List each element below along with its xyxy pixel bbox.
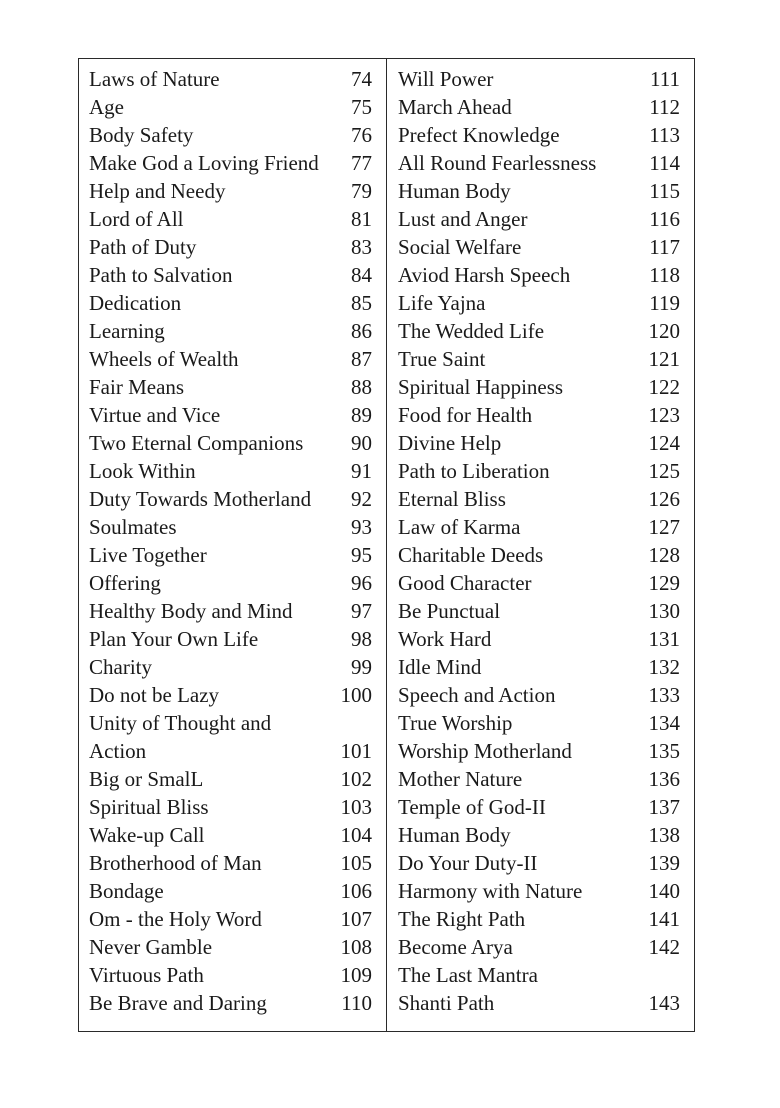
toc-entry — [89, 373, 372, 401]
toc-entry — [398, 485, 680, 513]
toc-entry — [398, 429, 680, 457]
toc-entry — [398, 317, 680, 345]
toc-entry — [398, 233, 680, 261]
toc-entry — [89, 65, 372, 93]
toc-entry-page-number: 75 — [351, 95, 372, 119]
toc-entry — [89, 653, 372, 681]
toc-entry-page-number: 74 — [351, 67, 372, 91]
toc-entry-title: Spiritual Happiness — [398, 375, 564, 399]
toc-entry-page-number: 116 — [649, 207, 680, 231]
toc-entry-title: Bondage — [89, 879, 164, 903]
toc-entry-page-number: 117 — [649, 235, 680, 259]
toc-entry — [398, 345, 680, 373]
toc-entry-title: Be Punctual — [398, 599, 501, 623]
toc-entry-title: Wheels of Wealth — [89, 347, 239, 371]
toc-entry — [89, 345, 372, 373]
toc-entry-title: Help and Needy — [89, 179, 226, 203]
toc-entry-title: Lord of All — [89, 207, 184, 231]
toc-entry-title: Unity of Thought and — [89, 711, 272, 735]
toc-entry — [398, 709, 680, 737]
toc-entry — [398, 121, 680, 149]
toc-entry-title: Become Arya — [398, 935, 513, 959]
toc-entry-page-number: 142 — [648, 935, 680, 959]
toc-entry — [398, 821, 680, 849]
toc-entry-page-number: 128 — [648, 543, 680, 567]
toc-entry-title: Divine Help — [398, 431, 502, 455]
toc-entry-page-number: 126 — [648, 487, 680, 511]
toc-entry-page-number: 130 — [648, 599, 680, 623]
toc-entry-page-number: 129 — [648, 571, 680, 595]
toc-entry — [89, 429, 372, 457]
toc-entry-page-number: 106 — [340, 879, 372, 903]
toc-entry — [398, 65, 680, 93]
toc-entry — [398, 93, 680, 121]
toc-entry-title: Good Character — [398, 571, 532, 595]
toc-entry — [398, 177, 680, 205]
toc-entry-title: Soulmates — [89, 515, 177, 539]
toc-entry-page-number: 85 — [351, 291, 372, 315]
toc-entry — [89, 205, 372, 233]
toc-entry — [89, 989, 372, 1017]
toc-entry — [398, 149, 680, 177]
toc-entry-title: Offering — [89, 571, 161, 595]
toc-entry-title: Social Welfare — [398, 235, 522, 259]
toc-entry-title: Look Within — [89, 459, 196, 483]
toc-entry-page-number: 87 — [351, 347, 372, 371]
toc-entry — [398, 849, 680, 877]
toc-entry-title: Age — [89, 95, 124, 119]
toc-entry-page-number: 114 — [649, 151, 680, 175]
toc-entry-title: Laws of Nature — [89, 67, 220, 91]
toc-entry-title: Om - the Holy Word — [89, 907, 262, 931]
toc-entry-title: Eternal Bliss — [398, 487, 506, 511]
toc-entry — [89, 261, 372, 289]
toc-entry — [398, 401, 680, 429]
toc-entry-title: The Right Path — [398, 907, 526, 931]
toc-entry-page-number: 119 — [649, 291, 680, 315]
toc-entry — [89, 737, 372, 765]
toc-entry-page-number: 121 — [648, 347, 680, 371]
toc-entry-title: Human Body — [398, 179, 511, 203]
toc-entry-title: Speech and Action — [398, 683, 556, 707]
toc-entry-title: Spiritual Bliss — [89, 795, 209, 819]
toc-entry-page-number: 131 — [648, 627, 680, 651]
toc-entry-page-number: 91 — [351, 459, 372, 483]
toc-entry-page-number: 140 — [648, 879, 680, 903]
toc-entry — [89, 625, 372, 653]
toc-entry-title: Path to Salvation — [89, 263, 233, 287]
toc-entry-title: Law of Karma — [398, 515, 521, 539]
toc-entry-page-number: 143 — [648, 991, 680, 1015]
toc-entry-page-number: 100 — [340, 683, 372, 707]
toc-entry — [89, 681, 372, 709]
toc-entry — [89, 877, 372, 905]
toc-entry-page-number: 134 — [648, 711, 680, 735]
toc-entry-title: Body Safety — [89, 123, 194, 147]
toc-entry-page-number: 122 — [648, 375, 680, 399]
toc-entry-title: Charity — [89, 655, 152, 679]
toc-entry-title: All Round Fearlessness — [398, 151, 597, 175]
toc-entry-title: Action — [89, 739, 147, 763]
toc-entry — [89, 765, 372, 793]
toc-entry — [89, 401, 372, 429]
toc-entry-page-number: 137 — [648, 795, 680, 819]
toc-entry — [89, 597, 372, 625]
toc-entry — [89, 121, 372, 149]
table-of-contents — [78, 58, 695, 1032]
toc-entry — [398, 625, 680, 653]
toc-entry-title: Work Hard — [398, 627, 492, 651]
toc-entry-page-number: 107 — [340, 907, 372, 931]
toc-entry — [398, 933, 680, 961]
toc-entry — [398, 541, 680, 569]
toc-entry-title: Virtuous Path — [89, 963, 204, 987]
toc-entry-page-number: 139 — [648, 851, 680, 875]
toc-entry — [89, 177, 372, 205]
toc-entry-title: Never Gamble — [89, 935, 213, 959]
toc-entry-page-number: 92 — [351, 487, 372, 511]
toc-entry-page-number: 76 — [351, 123, 372, 147]
toc-entry — [398, 261, 680, 289]
toc-entry-page-number: 132 — [648, 655, 680, 679]
toc-entry-title: The Wedded Life — [398, 319, 545, 343]
toc-entry-page-number: 135 — [648, 739, 680, 763]
toc-entry-page-number: 96 — [351, 571, 372, 595]
toc-entry — [89, 933, 372, 961]
toc-entry-page-number: 124 — [648, 431, 680, 455]
toc-entry-title: Path of Duty — [89, 235, 197, 259]
toc-entry-title: Aviod Harsh Speech — [398, 263, 571, 287]
toc-entry — [398, 373, 680, 401]
toc-entry — [89, 905, 372, 933]
toc-entry-page-number: 83 — [351, 235, 372, 259]
toc-entry-page-number: 123 — [648, 403, 680, 427]
toc-entry-title: Human Body — [398, 823, 511, 847]
toc-entry-title: Big or SmalL — [89, 767, 204, 791]
toc-entry-title: Mother Nature — [398, 767, 523, 791]
toc-entry-title: Worship Motherland — [398, 739, 572, 763]
toc-entry-title: Lust and Anger — [398, 207, 528, 231]
toc-entry-page-number: 93 — [351, 515, 372, 539]
toc-entry-title: Life Yajna — [398, 291, 486, 315]
toc-entry — [89, 541, 372, 569]
toc-entry — [89, 821, 372, 849]
toc-entry-page-number: 138 — [648, 823, 680, 847]
toc-entry — [89, 289, 372, 317]
toc-entry — [89, 457, 372, 485]
toc-entry — [89, 569, 372, 597]
toc-entry-page-number: 86 — [351, 319, 372, 343]
toc-entry-title: Be Brave and Daring — [89, 991, 267, 1015]
toc-entry-page-number: 109 — [340, 963, 372, 987]
toc-entry-title: The Last Mantra — [398, 963, 538, 987]
toc-entry — [89, 793, 372, 821]
toc-entry-title: Harmony with Nature — [398, 879, 583, 903]
toc-entry-title: Food for Health — [398, 403, 533, 427]
toc-entry-page-number: 99 — [351, 655, 372, 679]
toc-entry — [398, 457, 680, 485]
toc-entry — [398, 989, 680, 1017]
toc-entry-page-number: 127 — [648, 515, 680, 539]
toc-entry-title: Plan Your Own Life — [89, 627, 259, 651]
toc-entry-title: Duty Towards Motherland — [89, 487, 312, 511]
toc-entry-title: Do not be Lazy — [89, 683, 220, 707]
toc-entry — [89, 849, 372, 877]
toc-entry-page-number: 136 — [648, 767, 680, 791]
toc-entry-title: Wake-up Call — [89, 823, 205, 847]
toc-entry-page-number: 81 — [351, 207, 372, 231]
toc-entry — [89, 485, 372, 513]
toc-left-column — [79, 59, 387, 1031]
toc-entry-title: March Ahead — [398, 95, 512, 119]
toc-entry — [398, 961, 680, 989]
toc-entry-title: Dedication — [89, 291, 182, 315]
toc-entry-title: Temple of God-II — [398, 795, 546, 819]
toc-entry-title: True Saint — [398, 347, 486, 371]
toc-entry-title: Path to Liberation — [398, 459, 550, 483]
toc-entry-title: Shanti Path — [398, 991, 495, 1015]
toc-entry-page-number: 120 — [648, 319, 680, 343]
toc-entry-page-number: 90 — [351, 431, 372, 455]
toc-entry-page-number: 95 — [351, 543, 372, 567]
toc-entry-page-number: 77 — [351, 151, 372, 175]
toc-entry — [398, 513, 680, 541]
toc-entry-page-number: 103 — [340, 795, 372, 819]
toc-entry-page-number: 133 — [648, 683, 680, 707]
toc-entry-title: Two Eternal Companions — [89, 431, 304, 455]
toc-entry-page-number: 105 — [340, 851, 372, 875]
toc-entry — [89, 513, 372, 541]
toc-entry-page-number: 113 — [649, 123, 680, 147]
toc-entry — [89, 233, 372, 261]
toc-entry-title: Learning — [89, 319, 165, 343]
toc-entry-title: Brotherhood of Man — [89, 851, 262, 875]
toc-right-column — [387, 59, 694, 1031]
toc-entry-title: Charitable Deeds — [398, 543, 544, 567]
toc-entry — [89, 317, 372, 345]
toc-entry-title: Idle Mind — [398, 655, 482, 679]
toc-entry-page-number: 97 — [351, 599, 372, 623]
toc-entry-title: Virtue and Vice — [89, 403, 221, 427]
toc-entry — [398, 205, 680, 233]
toc-entry-page-number: 108 — [340, 935, 372, 959]
toc-entry — [398, 289, 680, 317]
toc-entry-page-number: 110 — [341, 991, 372, 1015]
toc-entry — [89, 961, 372, 989]
toc-entry — [398, 653, 680, 681]
toc-entry — [398, 793, 680, 821]
toc-entry-title: Do Your Duty-II — [398, 851, 538, 875]
toc-entry-title: True Worship — [398, 711, 513, 735]
toc-entry-title: Prefect Knowledge — [398, 123, 560, 147]
toc-entry — [398, 905, 680, 933]
toc-entry-page-number: 79 — [351, 179, 372, 203]
toc-entry-title: Make God a Loving Friend — [89, 151, 319, 175]
toc-entry-title: Will Power — [398, 67, 494, 91]
toc-entry-page-number: 111 — [650, 67, 680, 91]
toc-entry-page-number: 112 — [649, 95, 680, 119]
toc-entry-page-number: 125 — [648, 459, 680, 483]
toc-entry — [89, 149, 372, 177]
toc-entry-page-number: 102 — [340, 767, 372, 791]
toc-entry-page-number: 118 — [649, 263, 680, 287]
toc-entry — [398, 737, 680, 765]
toc-entry — [89, 93, 372, 121]
toc-entry-title: Healthy Body and Mind — [89, 599, 293, 623]
toc-entry-page-number: 88 — [351, 375, 372, 399]
toc-entry-page-number: 104 — [340, 823, 372, 847]
toc-entry — [398, 765, 680, 793]
toc-entry-page-number: 115 — [649, 179, 680, 203]
toc-entry-title: Fair Means — [89, 375, 185, 399]
toc-entry — [89, 709, 372, 737]
toc-entry — [398, 569, 680, 597]
toc-entry — [398, 597, 680, 625]
toc-entry — [398, 877, 680, 905]
toc-entry-page-number: 89 — [351, 403, 372, 427]
toc-entry-page-number: 101 — [340, 739, 372, 763]
toc-entry — [398, 681, 680, 709]
toc-entry-page-number: 98 — [351, 627, 372, 651]
toc-entry-title: Live Together — [89, 543, 207, 567]
toc-entry-page-number: 84 — [351, 263, 372, 287]
toc-entry-page-number: 141 — [648, 907, 680, 931]
